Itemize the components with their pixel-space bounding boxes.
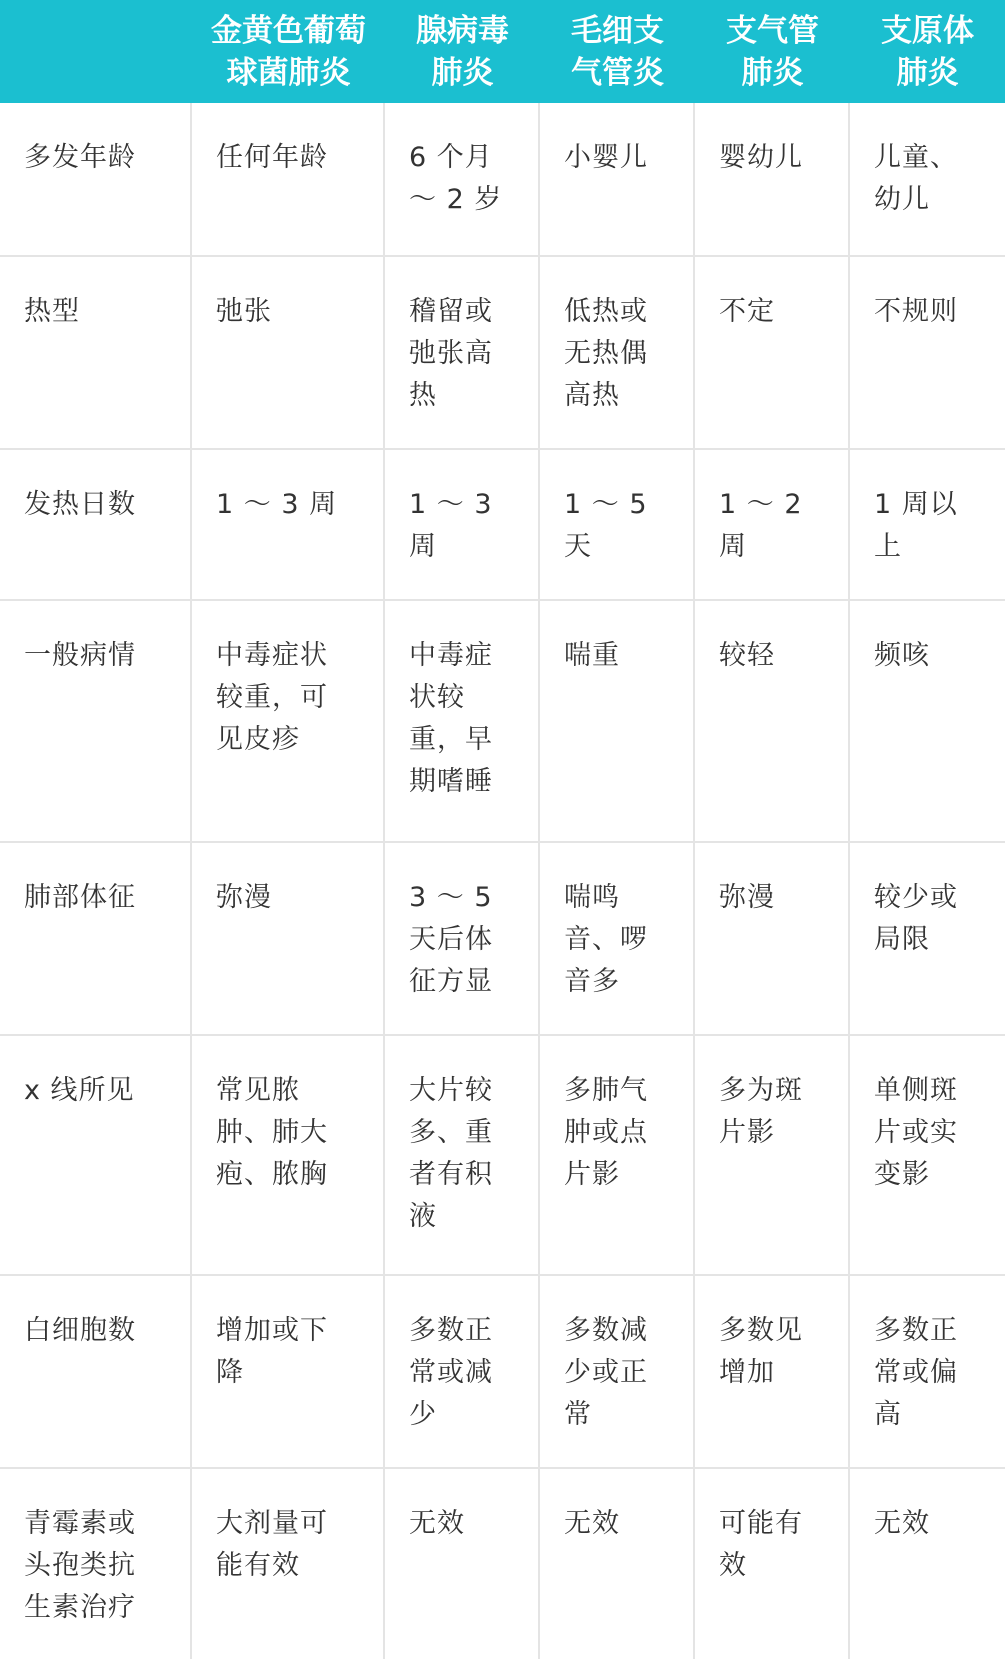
row-label-cell: [0, 601, 192, 841]
header-line: 金黄色葡萄: [211, 13, 366, 49]
table-row: [0, 1276, 1005, 1469]
cell-line: 幼儿: [874, 184, 930, 215]
header-line: 球菌肺炎: [226, 55, 351, 91]
table-cell: [850, 1469, 1005, 1659]
cell-line: 多、重: [409, 1117, 493, 1148]
cell-line: 喘重: [564, 640, 620, 671]
table-cell: [385, 843, 540, 1034]
cell-line: 无效: [409, 1508, 465, 1539]
row-label: 白细胞数: [24, 1315, 136, 1346]
cell-line: 液: [409, 1201, 437, 1232]
header-line: 肺炎: [741, 55, 804, 91]
table-cell: [540, 1036, 695, 1274]
row-label-cell: [0, 257, 192, 448]
table-cell: [850, 843, 1005, 1034]
header-line: 肺炎: [896, 55, 959, 91]
cell-line: 无效: [564, 1508, 620, 1539]
cell-line: 稽留或: [409, 296, 493, 327]
cell-line: 效: [719, 1550, 747, 1581]
cell-line: 局限: [874, 924, 930, 955]
cell-line: 热: [409, 380, 437, 411]
cell-line: 弥漫: [216, 882, 272, 913]
table-cell: [192, 1469, 385, 1659]
cell-line: 1 ～ 3: [409, 489, 493, 520]
cell-line: 重，早: [409, 724, 493, 755]
cell-line: 上: [874, 531, 902, 562]
table-cell: [385, 103, 540, 255]
table-row: [0, 601, 1005, 843]
table-row: [0, 1469, 1005, 1659]
row-label: 头孢类抗: [24, 1550, 136, 1581]
cell-line: 较重，可: [216, 682, 328, 713]
table-cell: [192, 103, 385, 255]
row-label-cell: [0, 1036, 192, 1274]
table-cell: [192, 1276, 385, 1467]
table-cell: [695, 257, 850, 448]
cell-line: 变影: [874, 1159, 930, 1190]
cell-line: 期嗜睡: [409, 766, 493, 797]
header-line: 支气管: [726, 13, 819, 49]
table-cell: [192, 1036, 385, 1274]
cell-line: 多数减: [564, 1315, 648, 1346]
row-label: 多发年龄: [24, 142, 136, 173]
cell-line: 1 ～ 3 周: [216, 489, 338, 520]
cell-line: 儿童、: [874, 142, 958, 173]
cell-line: 1 周以: [874, 489, 958, 520]
cell-line: 不规则: [874, 296, 958, 327]
cell-line: 天: [564, 531, 592, 562]
cell-line: 常或减: [409, 1357, 493, 1388]
table-row: [0, 843, 1005, 1036]
cell-line: 多数见: [719, 1315, 803, 1346]
row-label-cell: [0, 450, 192, 599]
table-cell: [192, 450, 385, 599]
table-cell: [192, 843, 385, 1034]
cell-line: 无热偶: [564, 338, 648, 369]
table-cell: [540, 1469, 695, 1659]
cell-line: 中毒症: [409, 640, 493, 671]
cell-line: 较少或: [874, 882, 958, 913]
cell-line: 高热: [564, 380, 620, 411]
cell-line: 1 ～ 5: [564, 489, 648, 520]
cell-line: ～ 2 岁: [409, 184, 503, 215]
cell-line: 中毒症状: [216, 640, 328, 671]
cell-line: 婴幼儿: [719, 142, 803, 173]
cell-line: 任何年龄: [216, 142, 328, 173]
table-cell: [385, 1276, 540, 1467]
table-cell: [850, 1276, 1005, 1467]
table-cell: [695, 1469, 850, 1659]
table-cell: [695, 1036, 850, 1274]
table-cell: [695, 103, 850, 255]
table-cell: [385, 1469, 540, 1659]
row-label: 肺部体征: [24, 882, 136, 913]
cell-line: 常或偏: [874, 1357, 958, 1388]
row-label: 发热日数: [24, 489, 136, 520]
cell-line: 无效: [874, 1508, 930, 1539]
cell-line: 弛张高: [409, 338, 493, 369]
cell-line: 较轻: [719, 640, 775, 671]
table-row: [0, 103, 1005, 257]
cell-line: 多数正: [409, 1315, 493, 1346]
cell-line: 见皮疹: [216, 724, 300, 755]
cell-line: 弥漫: [719, 882, 775, 913]
cell-line: 少: [409, 1399, 437, 1430]
cell-line: 喘鸣: [564, 882, 620, 913]
cell-line: 状较: [409, 682, 465, 713]
cell-line: 增加: [719, 1357, 775, 1388]
cell-line: 高: [874, 1399, 902, 1430]
row-label-cell: [0, 1276, 192, 1467]
row-label-cell: [0, 1469, 192, 1659]
cell-line: 片影: [564, 1159, 620, 1190]
row-label: 生素治疗: [24, 1592, 136, 1623]
row-label: 热型: [24, 296, 80, 327]
table-cell: [385, 257, 540, 448]
cell-line: 少或正: [564, 1357, 648, 1388]
table-cell: [192, 257, 385, 448]
cell-line: 弛张: [216, 296, 272, 327]
cell-line: 频咳: [874, 640, 930, 671]
cell-line: 常: [564, 1399, 592, 1430]
header-mycoplasma-pneumonia: [850, 0, 1005, 103]
header-line: 肺炎: [431, 55, 494, 91]
header-line: 支原体: [881, 13, 974, 49]
cell-line: 疱、脓胸: [216, 1159, 328, 1190]
header-bronchopneumonia: [695, 0, 850, 103]
table-cell: [850, 450, 1005, 599]
cell-line: 多为斑: [719, 1075, 803, 1106]
header-line: 毛细支: [571, 13, 664, 49]
header-empty-corner: [0, 0, 192, 103]
table-cell: [850, 601, 1005, 841]
row-label: 青霉素或: [24, 1508, 136, 1539]
cell-line: 增加或下: [216, 1315, 328, 1346]
header-line: 气管炎: [571, 55, 664, 91]
table-cell: [850, 103, 1005, 255]
table-cell: [850, 257, 1005, 448]
cell-line: 周: [409, 531, 437, 562]
table-cell: [540, 103, 695, 255]
cell-line: 大剂量可: [216, 1508, 328, 1539]
cell-line: 常见脓: [216, 1075, 300, 1106]
table-cell: [192, 601, 385, 841]
table-cell: [540, 257, 695, 448]
header-adenovirus-pneumonia: [385, 0, 540, 103]
table-cell: [385, 450, 540, 599]
cell-line: 1 ～ 2: [719, 489, 803, 520]
cell-line: 周: [719, 531, 747, 562]
cell-line: 片影: [719, 1117, 775, 1148]
row-label-cell: [0, 103, 192, 255]
table-row: [0, 257, 1005, 450]
row-label-cell: [0, 843, 192, 1034]
header-staph-aureus-pneumonia: [192, 0, 385, 103]
table-cell: [540, 1276, 695, 1467]
table-cell: [695, 450, 850, 599]
row-label: x 线所见: [24, 1075, 135, 1106]
cell-line: 单侧斑: [874, 1075, 958, 1106]
cell-line: 片或实: [874, 1117, 958, 1148]
cell-line: 小婴儿: [564, 142, 648, 173]
cell-line: 者有积: [409, 1159, 493, 1190]
row-label: 一般病情: [24, 640, 136, 671]
cell-line: 征方显: [409, 966, 493, 997]
cell-line: 可能有: [719, 1508, 803, 1539]
table-cell: [540, 601, 695, 841]
cell-line: 6 个月: [409, 142, 493, 173]
table-row: [0, 450, 1005, 601]
cell-line: 音多: [564, 966, 620, 997]
header-bronchiolitis: [540, 0, 695, 103]
cell-line: 低热或: [564, 296, 648, 327]
cell-line: 大片较: [409, 1075, 493, 1106]
cell-line: 能有效: [216, 1550, 300, 1581]
table-cell: [850, 1036, 1005, 1274]
cell-line: 肿、肺大: [216, 1117, 328, 1148]
cell-line: 不定: [719, 296, 775, 327]
cell-line: 音、啰: [564, 924, 648, 955]
cell-line: 3 ～ 5: [409, 882, 493, 913]
cell-line: 多数正: [874, 1315, 958, 1346]
header-line: 腺病毒: [416, 13, 509, 49]
table-cell: [695, 1276, 850, 1467]
cell-line: 天后体: [409, 924, 493, 955]
table-cell: [695, 843, 850, 1034]
table-cell: [540, 450, 695, 599]
table-cell: [540, 843, 695, 1034]
table-cell: [385, 601, 540, 841]
table-row: [0, 1036, 1005, 1276]
cell-line: 降: [216, 1357, 244, 1388]
cell-line: 多肺气: [564, 1075, 648, 1106]
table-header: [0, 0, 1005, 103]
cell-line: 肿或点: [564, 1117, 648, 1148]
table-cell: [385, 1036, 540, 1274]
table-cell: [695, 601, 850, 841]
